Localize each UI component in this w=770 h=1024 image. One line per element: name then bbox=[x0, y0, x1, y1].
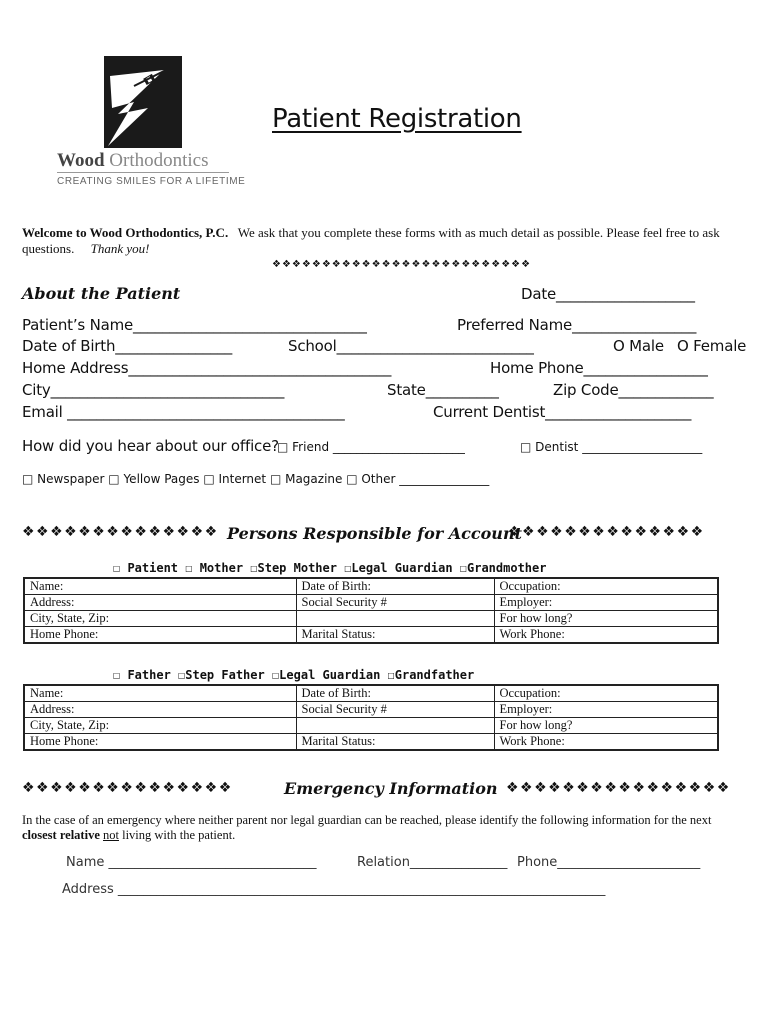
date-field[interactable]: Date___________________ bbox=[521, 285, 695, 303]
about-heading: About the Patient bbox=[22, 284, 181, 303]
relationship-checkboxes-2[interactable]: ☐ Father ☐Step Father ☐Legal Guardian ☐Grandfather bbox=[113, 668, 475, 682]
dob-field[interactable]: Date of Birth________________ bbox=[22, 337, 233, 355]
city-field[interactable]: City________________________________ bbox=[22, 381, 285, 399]
table-cell[interactable]: Address: bbox=[24, 595, 296, 611]
current-dentist-field[interactable]: Current Dentist____________________ bbox=[433, 403, 692, 421]
relationship-checkboxes-1[interactable]: ☐ Patient ☐ Mother ☐Step Mother ☐Legal Guardian ☐Grandmother bbox=[113, 561, 547, 575]
table-row bbox=[24, 627, 718, 644]
table-cell[interactable]: Work Phone: bbox=[494, 627, 718, 644]
home-phone-field[interactable]: Home Phone_________________ bbox=[490, 359, 708, 377]
page-title: Patient Registration bbox=[272, 104, 522, 134]
welcome-thanks: Thank you! bbox=[90, 241, 150, 256]
diamond-divider: ❖❖❖❖❖❖❖❖❖❖❖❖❖❖ bbox=[508, 524, 705, 540]
table-cell[interactable]: City, State, Zip: bbox=[24, 718, 296, 734]
male-option[interactable]: O Male bbox=[613, 337, 664, 355]
table-row bbox=[24, 702, 718, 718]
table-row bbox=[24, 611, 718, 627]
table-row bbox=[24, 595, 718, 611]
table-cell[interactable]: Work Phone: bbox=[494, 734, 718, 751]
table-cell[interactable]: Name: bbox=[24, 685, 296, 702]
female-option[interactable]: O Female bbox=[677, 337, 747, 355]
state-field[interactable]: State__________ bbox=[387, 381, 499, 399]
diamond-divider: ❖❖❖❖❖❖❖❖❖❖❖❖❖❖❖❖❖❖❖❖❖❖❖❖❖❖ bbox=[272, 259, 532, 270]
table-cell[interactable]: For how long? bbox=[494, 611, 718, 627]
table-row bbox=[24, 718, 718, 734]
referral-question: How did you hear about our office? bbox=[22, 437, 279, 455]
diamond-divider: ❖❖❖❖❖❖❖❖❖❖❖❖❖❖❖ bbox=[22, 780, 233, 796]
table-row bbox=[24, 578, 718, 595]
diamond-divider: ❖❖❖❖❖❖❖❖❖❖❖❖❖❖ bbox=[22, 524, 219, 540]
table-cell[interactable]: City, State, Zip: bbox=[24, 611, 296, 627]
emergency-text-underline: not bbox=[103, 828, 119, 842]
table-cell[interactable]: Occupation: bbox=[494, 685, 718, 702]
welcome-bold: Welcome to Wood Orthodontics, P.C. bbox=[22, 225, 229, 240]
table-cell[interactable] bbox=[296, 718, 494, 734]
account-table-2 bbox=[23, 684, 719, 751]
table-cell[interactable]: Name: bbox=[24, 578, 296, 595]
emergency-text-a: In the case of an emergency where neither parent nor legal guardian can be reached, please identify the following information for the next bbox=[22, 813, 712, 827]
logo-divider bbox=[57, 172, 229, 173]
table-cell[interactable]: Occupation: bbox=[494, 578, 718, 595]
table-cell[interactable]: Address: bbox=[24, 702, 296, 718]
referral-dentist-option[interactable]: □ Dentist ____________________ bbox=[520, 440, 703, 454]
emergency-address-field[interactable]: Address ___________________________________________________________________________ bbox=[62, 882, 606, 897]
logo-tagline: CREATING SMILES FOR A LIFETIME bbox=[57, 176, 246, 187]
referral-other-options[interactable]: □ Newspaper □ Yellow Pages □ Internet □ Magazine □ Other _______________ bbox=[22, 472, 490, 486]
table-cell[interactable]: Employer: bbox=[494, 702, 718, 718]
account-table-1 bbox=[23, 577, 719, 644]
home-address-field[interactable]: Home Address____________________________________ bbox=[22, 359, 392, 377]
table-cell[interactable]: For how long? bbox=[494, 718, 718, 734]
welcome-text bbox=[22, 225, 750, 257]
table-cell[interactable]: Employer: bbox=[494, 595, 718, 611]
table-row bbox=[24, 685, 718, 702]
table-row bbox=[24, 734, 718, 751]
table-cell[interactable]: Home Phone: bbox=[24, 627, 296, 644]
logo-name: Wood Orthodontics bbox=[57, 150, 209, 171]
account-heading: Persons Responsible for Account bbox=[227, 524, 522, 543]
table-cell[interactable]: Marital Status: bbox=[296, 627, 494, 644]
table-cell[interactable]: Home Phone: bbox=[24, 734, 296, 751]
table-cell[interactable]: Social Security # bbox=[296, 702, 494, 718]
email-field[interactable]: Email ______________________________________ bbox=[22, 403, 345, 421]
welcome-body: We ask that you complete these forms with as much detail as possible. Please feel free to ask questions. bbox=[22, 225, 720, 256]
patient-name-field[interactable]: Patient’s Name________________________________ bbox=[22, 316, 367, 334]
logo-mark bbox=[104, 56, 182, 148]
table-cell[interactable]: Social Security # bbox=[296, 595, 494, 611]
emergency-text-b: living with the patient. bbox=[122, 828, 236, 842]
table-cell[interactable]: Date of Birth: bbox=[296, 685, 494, 702]
diamond-divider: ❖❖❖❖❖❖❖❖❖❖❖❖❖❖❖❖ bbox=[506, 780, 731, 796]
zip-field[interactable]: Zip Code_____________ bbox=[553, 381, 714, 399]
table-cell[interactable]: Marital Status: bbox=[296, 734, 494, 751]
emergency-heading: Emergency Information bbox=[284, 779, 498, 798]
emergency-relation-field[interactable]: Relation_______________ bbox=[357, 855, 508, 870]
table-cell[interactable] bbox=[296, 611, 494, 627]
school-field[interactable]: School___________________________ bbox=[288, 337, 534, 355]
referral-friend-option[interactable]: □ Friend ______________________ bbox=[277, 440, 465, 454]
preferred-name-field[interactable]: Preferred Name_________________ bbox=[457, 316, 697, 334]
table-cell[interactable]: Date of Birth: bbox=[296, 578, 494, 595]
emergency-text-bold: closest relative bbox=[22, 828, 100, 842]
emergency-name-field[interactable]: Name ________________________________ bbox=[66, 855, 317, 870]
emergency-phone-field[interactable]: Phone______________________ bbox=[517, 855, 701, 870]
emergency-instructions bbox=[22, 813, 742, 843]
